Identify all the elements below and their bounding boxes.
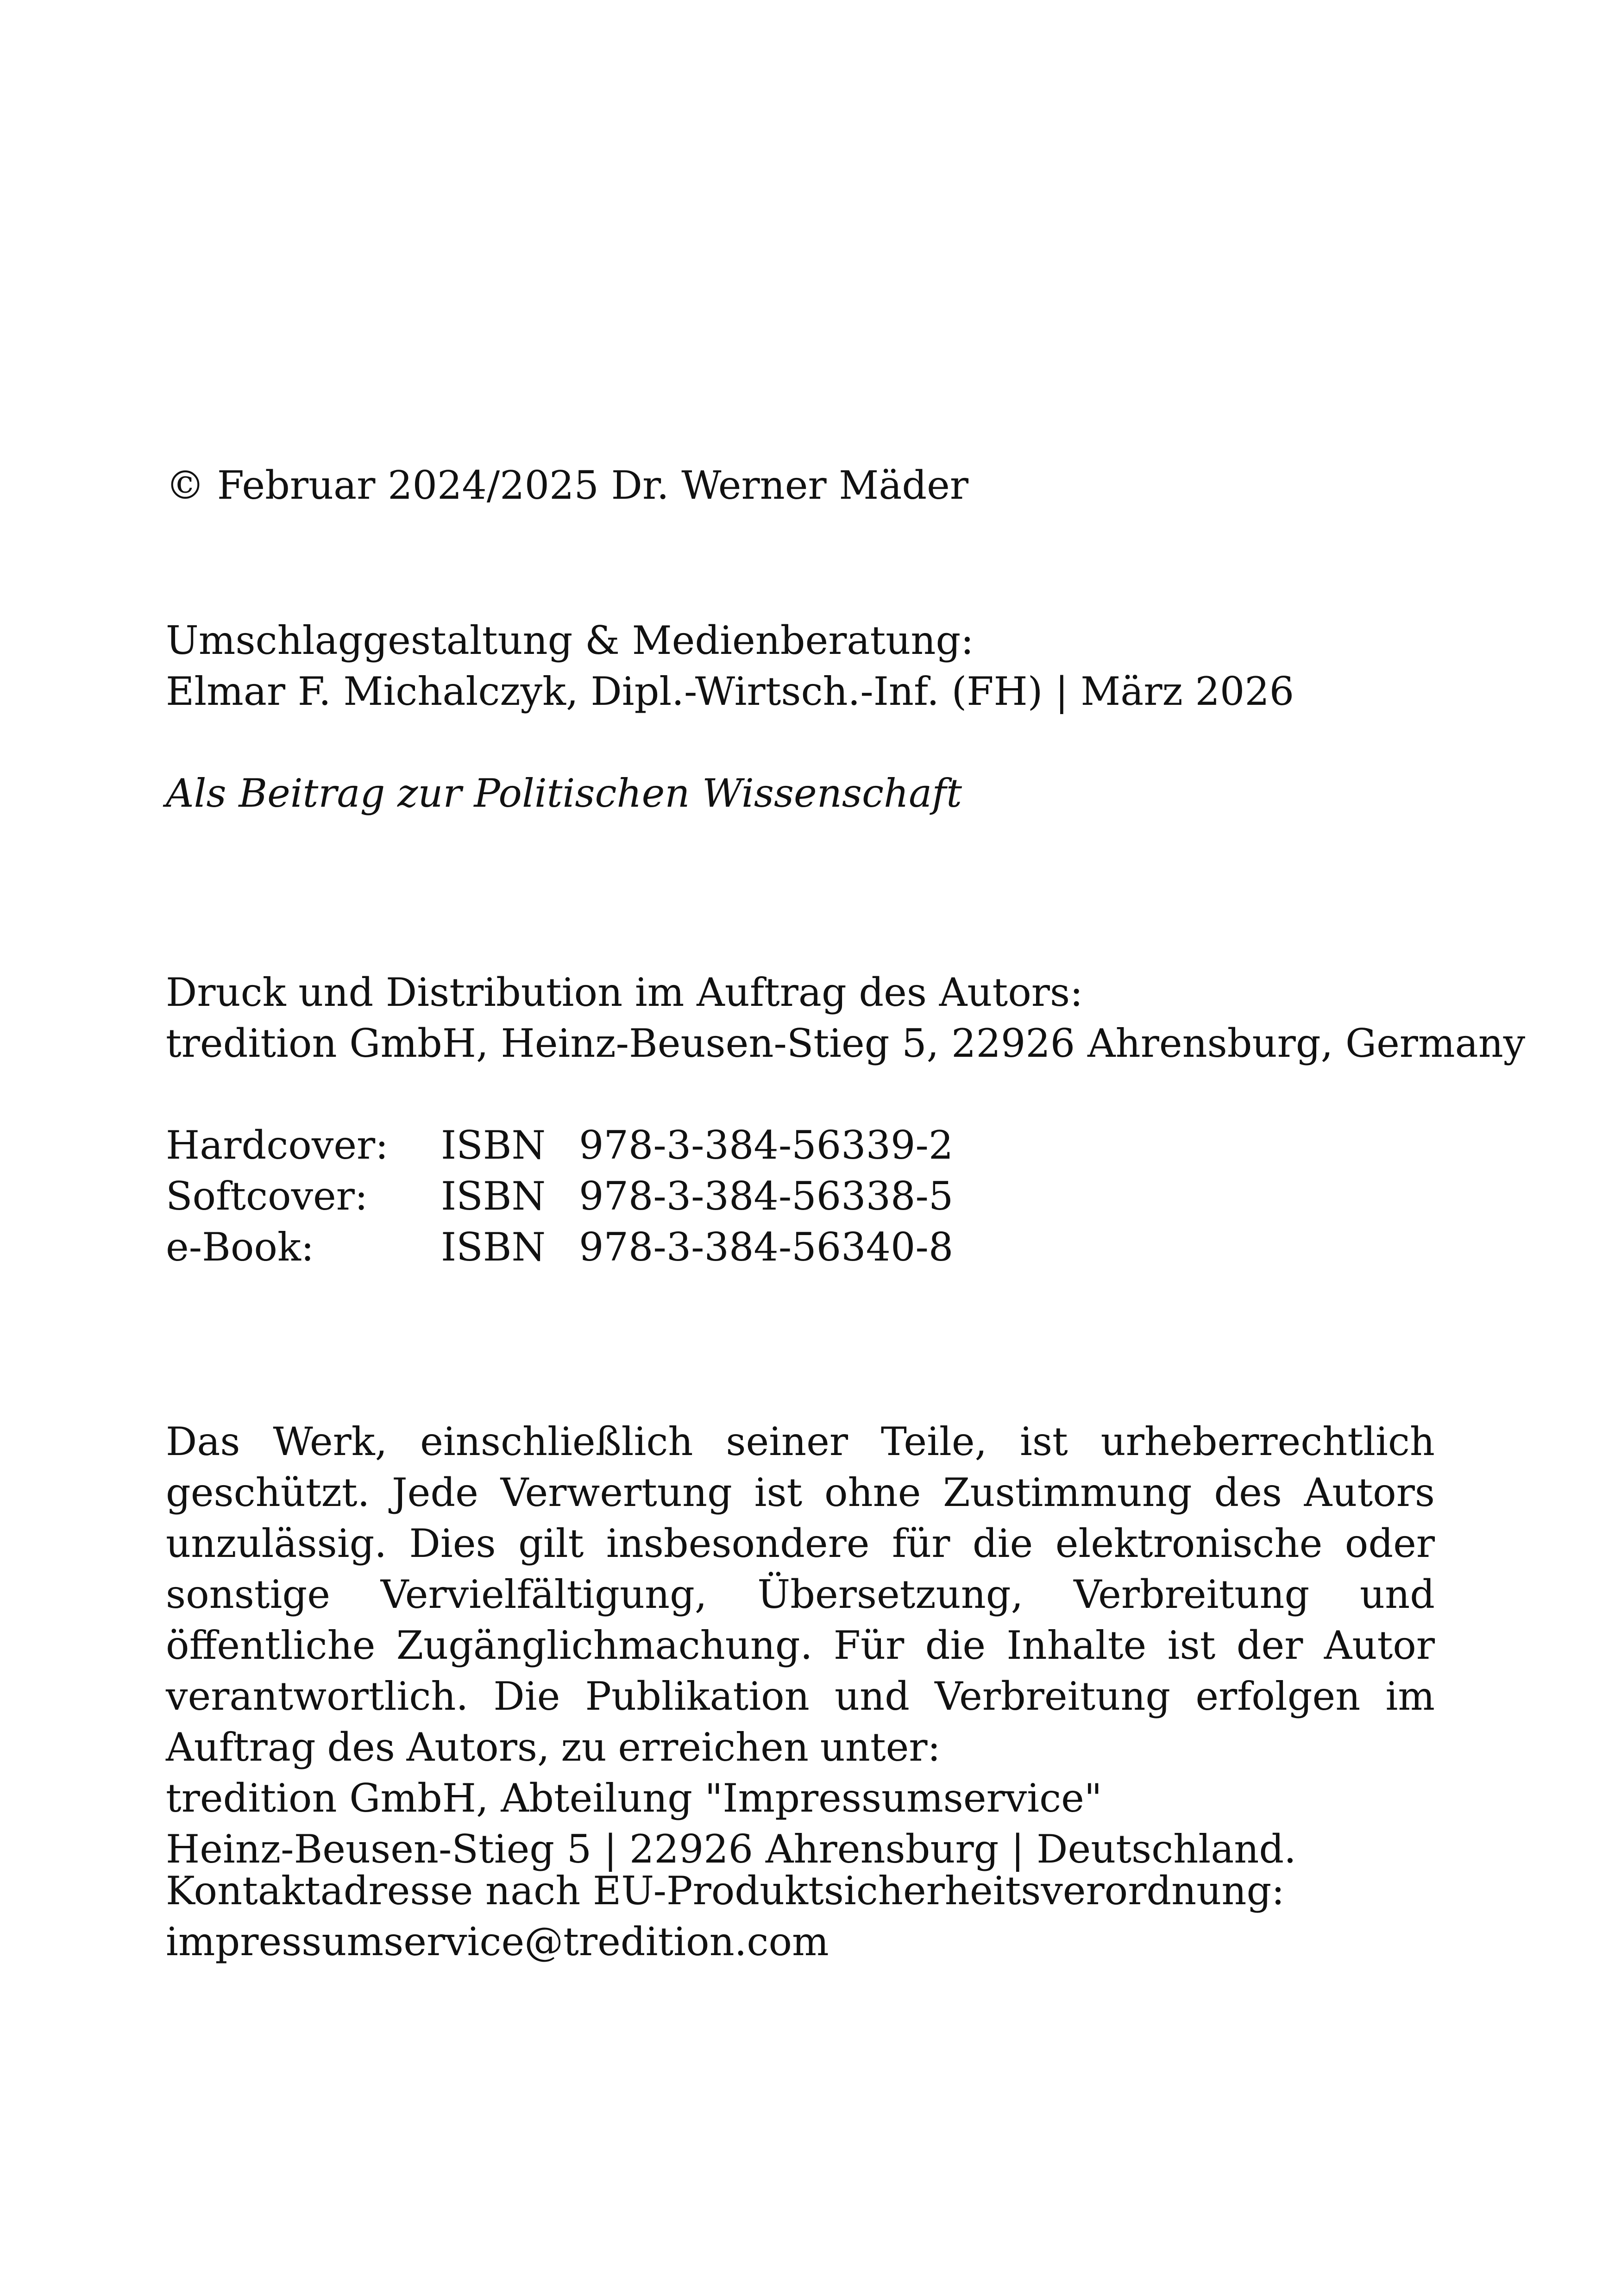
isbn-label: ISBN	[441, 1123, 546, 1168]
contact-email[interactable]: impressumservice@tredition.com	[166, 1919, 829, 1964]
subtitle-line: Als Beitrag zur Politischen Wissenschaft	[166, 771, 962, 816]
isbn-label: ISBN	[441, 1173, 546, 1219]
cover-design-heading: Umschlaggestaltung & Medienberatung:	[166, 618, 974, 663]
cover-design-block	[166, 615, 1435, 717]
legal-notice-block	[166, 1416, 1435, 1875]
isbn-row-softcover	[166, 1171, 953, 1222]
isbn-row-hardcover	[166, 1120, 953, 1171]
printing-heading: Druck und Distribution im Auftrag des Autors:	[166, 970, 1083, 1015]
legal-address: Heinz-Beusen-Stieg 5 | 22926 Ahrensburg | Deutschland.	[166, 1826, 1296, 1872]
legal-paragraph: Das Werk, einschließlich seiner Teile, ist urheberrechtlich geschützt. Jede Verwertung ist ohne Zustimmung des Autors unzulässig. Dies gilt insbesondere für die elektronische oder sonstige Vervielfältigung, Übersetzung, Verbreitung und öffentliche Zugänglichmachung. Für die Inhalte ist der Autor verantwortlich. Die Publikation und Verbreitung erfolgen im Auftrag des Autors, zu erreichen unter:	[166, 1419, 1435, 1770]
cover-design-person: Elmar F. Michalczyk, Dipl.-Wirtsch.-Inf. (FH) | März 2026	[166, 669, 1294, 714]
contact-heading: Kontaktadresse nach EU-Produktsicherheitsverordnung:	[166, 1868, 1285, 1913]
printing-address: tredition GmbH, Heinz-Beusen-Stieg 5, 22926 Ahrensburg, Germany	[166, 1021, 1526, 1066]
isbn-format: e-Book:	[166, 1224, 314, 1270]
printing-block	[166, 967, 1526, 1069]
isbn-row-ebook	[166, 1222, 953, 1273]
contact-block	[166, 1865, 1435, 1967]
copyright-line: © Februar 2024/2025 Dr. Werner Mäder	[166, 463, 969, 508]
subtitle-block	[166, 768, 1435, 819]
copyright-block	[166, 460, 1435, 511]
isbn-number: 978-3-384-56339-2	[579, 1123, 954, 1168]
isbn-format: Hardcover:	[166, 1123, 389, 1168]
isbn-number: 978-3-384-56338-5	[579, 1173, 954, 1219]
isbn-label: ISBN	[441, 1224, 546, 1270]
isbn-number: 978-3-384-56340-8	[579, 1224, 954, 1270]
isbn-table	[166, 1120, 953, 1273]
isbn-format: Softcover:	[166, 1173, 368, 1219]
legal-company: tredition GmbH, Abteilung "Impressumservice"	[166, 1775, 1102, 1821]
